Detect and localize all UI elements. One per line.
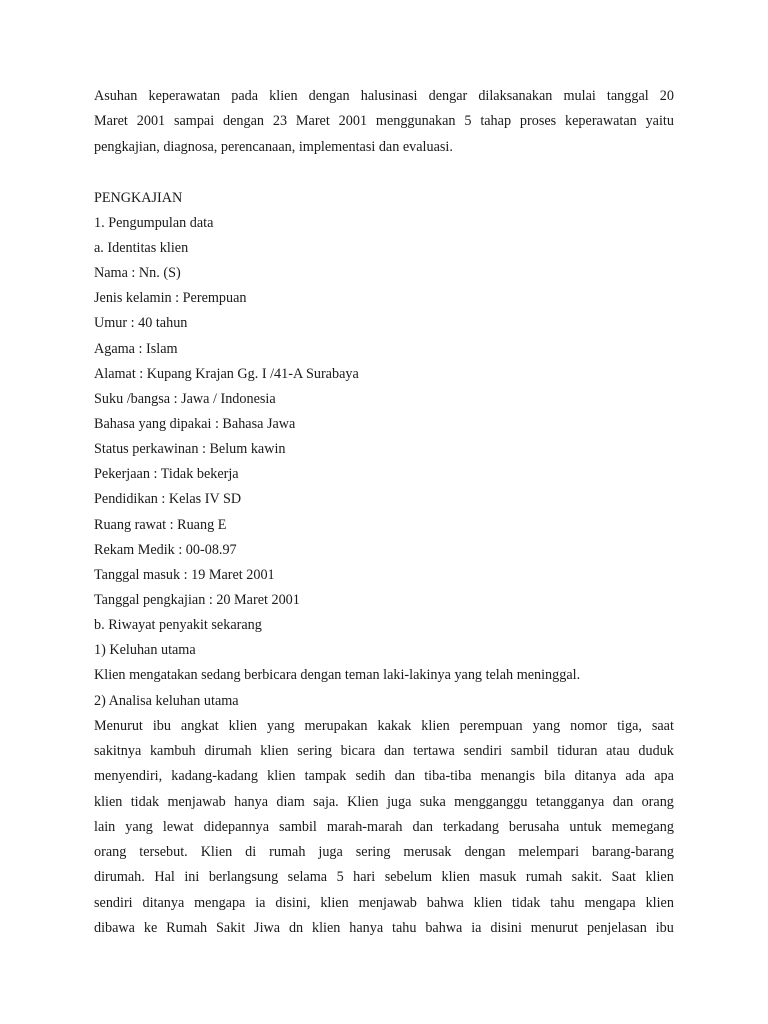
word: diam — [276, 793, 305, 810]
word: tiga, — [617, 717, 642, 734]
word: disini — [490, 920, 522, 937]
word: apa — [654, 768, 674, 785]
word: tiduran — [557, 742, 598, 759]
word: Klien — [200, 844, 233, 861]
word: selama — [287, 869, 328, 886]
word: 5 — [464, 113, 472, 130]
word: mengapa — [194, 894, 246, 911]
word: orang — [641, 793, 674, 810]
word: proses — [519, 113, 557, 130]
list-item: a. Identitas klien — [94, 240, 189, 257]
word: sambil — [279, 818, 317, 835]
word: ditanya — [142, 894, 185, 911]
word: menggunakan — [375, 113, 456, 130]
word: klien — [473, 894, 503, 911]
word: yaitu — [645, 113, 674, 130]
list-item: Tanggal masuk : 19 Maret 2001 — [94, 566, 275, 583]
word: suka — [419, 793, 446, 810]
word: lain — [94, 818, 116, 835]
word: halusinasi — [360, 88, 418, 104]
word: tahap — [480, 113, 512, 130]
word: bahwa — [426, 894, 464, 911]
word: merusak — [403, 844, 452, 861]
intro-paragraph — [94, 84, 674, 160]
word: menyendiri, — [94, 768, 163, 785]
word: 2001 — [338, 113, 368, 130]
word: tidak — [130, 793, 160, 810]
word: klien — [645, 869, 674, 886]
word: tahu — [392, 920, 417, 937]
word: tetangganya — [535, 793, 605, 810]
list-item: b. Riwayat penyakit sekarang — [94, 617, 262, 634]
word: berlangsung — [208, 869, 279, 886]
word: bila — [544, 768, 566, 785]
word: ke — [143, 920, 158, 937]
word: tidak — [511, 894, 541, 911]
list-item: Rekam Medik : 00-08.97 — [94, 541, 237, 558]
word: ia — [255, 894, 266, 911]
word: Maret — [295, 113, 330, 130]
list-item: Klien mengatakan sedang berbicara dengan teman laki-lakinya yang telah meninggal. — [94, 667, 581, 684]
word: lewat — [162, 818, 194, 835]
list-item: Pendidikan : Kelas IV SD — [94, 491, 242, 508]
list-item: Alamat : Kupang Krajan Gg. I /41-A Surabaya — [94, 365, 359, 382]
word: ia — [471, 920, 482, 937]
word: Asuhan — [94, 88, 138, 104]
list-item: 1. Pengumpulan data — [94, 214, 214, 231]
list-item: 1) Keluhan utama — [94, 642, 196, 659]
word: masuk — [479, 869, 517, 886]
list-item: Status perkawinan : Belum kawin — [94, 441, 286, 458]
word: dengar — [428, 88, 468, 104]
word: kadang-kadang — [171, 768, 258, 785]
word: duduk — [638, 742, 674, 759]
list-item: Suku /bangsa : Jawa / Indonesia — [94, 390, 276, 407]
intro-line: pengkajian, diagnosa, perencanaan, implementasi dan evaluasi. — [94, 138, 453, 155]
analysis-line — [94, 891, 674, 916]
word: Maret — [94, 113, 128, 130]
word: tahu — [550, 894, 575, 911]
word: sampai — [173, 113, 215, 130]
list-item: Bahasa yang dipakai : Bahasa Jawa — [94, 416, 296, 432]
word: menjawab — [358, 894, 417, 911]
word: ini — [184, 869, 200, 886]
word: rumah — [525, 869, 563, 886]
word: Rumah — [166, 920, 208, 937]
word: klien — [421, 717, 450, 734]
analysis-line — [94, 815, 674, 840]
word: barang-barang — [592, 844, 674, 861]
data-list — [94, 211, 674, 714]
word: dan — [612, 793, 634, 810]
word: sering — [297, 742, 332, 759]
intro-line — [94, 84, 674, 109]
word: klien — [228, 717, 258, 734]
word: dengan — [464, 844, 506, 861]
word: menurut — [530, 920, 579, 937]
list-item: Pekerjaan : Tidak bekerja — [94, 466, 239, 483]
word: 23 — [272, 113, 288, 130]
word: yang — [125, 818, 153, 835]
word: menangis — [480, 768, 535, 785]
word: hanya — [349, 920, 384, 937]
word: 20 — [659, 88, 674, 104]
word: disini, — [275, 894, 311, 911]
word: Klien — [347, 793, 379, 810]
word: juga — [318, 844, 343, 861]
word: tertawa — [413, 742, 455, 759]
word: melempari — [518, 844, 580, 861]
word: sering — [355, 844, 391, 861]
word: saja. — [313, 793, 339, 810]
word: klien — [267, 768, 296, 785]
word: ibu — [655, 920, 674, 937]
word: klien — [645, 894, 674, 911]
word: bahwa — [425, 920, 463, 937]
analysis-line — [94, 739, 674, 764]
word: Jiwa — [254, 920, 281, 937]
word: bicara — [340, 742, 376, 759]
word: kambuh — [149, 742, 196, 759]
word: sedih — [355, 768, 386, 785]
analysis-line — [94, 840, 674, 865]
word: sendiri — [94, 894, 133, 911]
word: rumah — [269, 844, 306, 861]
word: dan — [412, 818, 433, 835]
analysis-line — [94, 916, 674, 941]
word: mulai — [563, 88, 596, 104]
analysis-paragraph — [94, 714, 674, 942]
list-item: Nama : Nn. (S) — [94, 265, 181, 282]
analysis-line — [94, 714, 674, 739]
word: atau — [606, 742, 630, 759]
word: sakitnya — [94, 742, 142, 759]
word: yang — [266, 717, 295, 734]
word: sendiri — [463, 742, 503, 759]
word: dan — [383, 742, 405, 759]
word: yang — [532, 717, 561, 734]
section-title: PENGKAJIAN — [94, 189, 183, 206]
word: tampak — [304, 768, 347, 785]
word: hanya — [234, 793, 269, 810]
word: memegang — [611, 818, 674, 835]
word: merupakan — [304, 717, 368, 734]
word: menjawab — [167, 793, 226, 810]
paragraph-gap — [94, 160, 674, 186]
list-item: 2) Analisa keluhan utama — [94, 692, 239, 709]
word: Saat — [611, 869, 636, 886]
word: mengapa — [584, 894, 636, 911]
word: dirumah — [204, 742, 252, 759]
word: keperawatan — [565, 113, 637, 130]
word: Sakit — [216, 920, 246, 937]
word: penjelasan — [586, 920, 647, 937]
word: nomor — [570, 717, 608, 734]
word: tiba-tiba — [424, 768, 472, 785]
document-page — [94, 84, 674, 941]
word: 2001 — [136, 113, 166, 130]
word: klien — [320, 894, 349, 911]
word: ditanya — [574, 768, 617, 785]
intro-line — [94, 109, 674, 134]
analysis-line — [94, 865, 674, 890]
word: angkat — [180, 717, 219, 734]
word: dirumah. — [94, 869, 145, 886]
word: dilaksanakan — [478, 88, 553, 104]
word: untuk — [569, 818, 602, 835]
word: dengan — [308, 88, 350, 104]
word: dan — [394, 768, 416, 785]
word: keperawatan — [148, 88, 221, 104]
list-item: Jenis kelamin : Perempuan — [94, 290, 247, 307]
word: ada — [625, 768, 646, 785]
word: saat — [651, 717, 674, 734]
word: sebelum — [384, 869, 432, 886]
word: marah-marah — [326, 818, 403, 835]
analysis-line — [94, 764, 674, 789]
word: didepannya — [203, 818, 270, 835]
word: klien — [441, 869, 470, 886]
word: orang — [94, 844, 127, 861]
list-item: Ruang rawat : Ruang E — [94, 516, 227, 533]
word: perempuan — [459, 717, 523, 734]
word: berusaha — [508, 818, 560, 835]
word: sakit. — [571, 869, 603, 886]
word: ibu — [152, 717, 171, 734]
word: klien — [312, 920, 341, 937]
word: pada — [231, 88, 259, 104]
word: Hal — [154, 869, 175, 886]
analysis-line — [94, 790, 674, 815]
word: tersebut. — [139, 844, 188, 861]
word: sambil — [510, 742, 549, 759]
list-item: Tanggal pengkajian : 20 Maret 2001 — [94, 591, 300, 608]
word: klien — [260, 742, 289, 759]
word: dibawa — [94, 920, 135, 937]
word: dn — [288, 920, 304, 937]
word: kakak — [377, 717, 412, 734]
list-item: Agama : Islam — [94, 340, 178, 357]
word: klien — [94, 793, 123, 810]
list-item: Umur : 40 tahun — [94, 315, 188, 332]
word: dengan — [223, 113, 265, 130]
word: tanggal — [606, 88, 649, 104]
word: terkadang — [442, 818, 499, 835]
word: 5 — [336, 869, 344, 886]
word: mengganggu — [454, 793, 528, 810]
word: juga — [386, 793, 412, 810]
word: hari — [353, 869, 376, 886]
word: Menurut — [94, 717, 143, 734]
word: di — [245, 844, 257, 861]
word: klien — [269, 88, 298, 104]
